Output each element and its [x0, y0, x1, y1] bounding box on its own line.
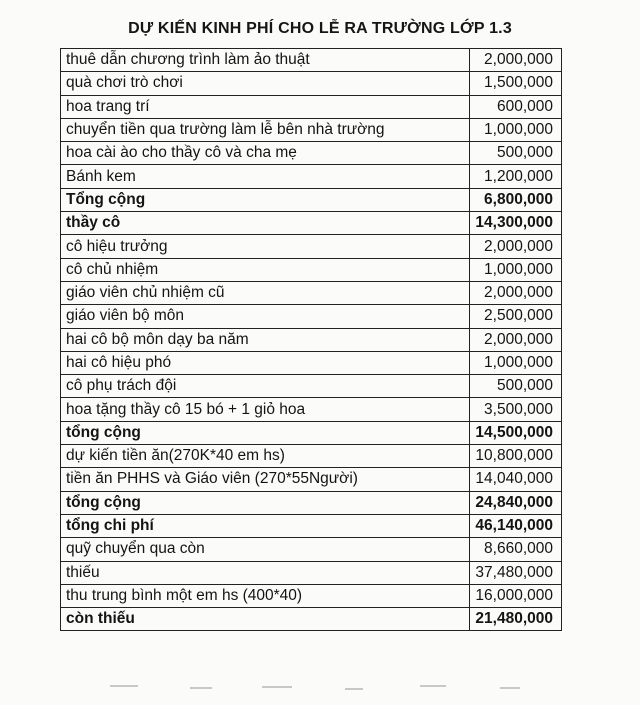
row-label: thu trung bình một em hs (400*40) — [61, 584, 470, 607]
row-amount: 10,800,000 — [470, 445, 562, 468]
row-label: hoa trang trí — [61, 95, 470, 118]
row-amount: 16,000,000 — [470, 584, 562, 607]
row-label: hoa cài ào cho thầy cô và cha mẹ — [61, 142, 470, 165]
scan-noise-marks — [0, 675, 640, 705]
table-total-row — [61, 421, 562, 444]
table-total-row — [61, 608, 562, 631]
row-amount: 500,000 — [470, 375, 562, 398]
table-row — [61, 375, 562, 398]
row-amount: 1,000,000 — [470, 351, 562, 374]
table-row — [61, 305, 562, 328]
table-row — [61, 445, 562, 468]
row-amount: 46,140,000 — [470, 514, 562, 537]
table-total-row — [61, 491, 562, 514]
table-row — [61, 165, 562, 188]
table-row — [61, 49, 562, 72]
table-total-row — [61, 212, 562, 235]
row-label: tiền ăn PHHS và Giáo viên (270*55Người) — [61, 468, 470, 491]
row-amount: 24,840,000 — [470, 491, 562, 514]
row-label: hoa tặng thầy cô 15 bó + 1 giỏ hoa — [61, 398, 470, 421]
row-label: còn thiếu — [61, 608, 470, 631]
row-amount: 1,200,000 — [470, 165, 562, 188]
row-label: quỹ chuyển qua còn — [61, 538, 470, 561]
row-label: cô hiệu trưởng — [61, 235, 470, 258]
row-label: tổng cộng — [61, 491, 470, 514]
row-label: thầy cô — [61, 212, 470, 235]
row-label: quà chơi trò chơi — [61, 72, 470, 95]
row-label: thiếu — [61, 561, 470, 584]
row-amount: 37,480,000 — [470, 561, 562, 584]
table-row — [61, 398, 562, 421]
row-amount: 2,000,000 — [470, 328, 562, 351]
row-label: tổng chi phí — [61, 514, 470, 537]
row-amount: 1,000,000 — [470, 118, 562, 141]
row-label: tổng cộng — [61, 421, 470, 444]
row-amount: 2,000,000 — [470, 281, 562, 304]
table-row — [61, 281, 562, 304]
table-row — [61, 118, 562, 141]
row-amount: 1,000,000 — [470, 258, 562, 281]
table-row — [61, 561, 562, 584]
row-label: thuê dẫn chương trình làm ảo thuật — [61, 49, 470, 72]
row-amount: 14,300,000 — [470, 212, 562, 235]
table-row — [61, 538, 562, 561]
table-row — [61, 258, 562, 281]
row-amount: 1,500,000 — [470, 72, 562, 95]
table-row — [61, 584, 562, 607]
table-row — [61, 142, 562, 165]
budget-table — [60, 48, 562, 631]
row-label: chuyển tiền qua trường làm lễ bên nhà trường — [61, 118, 470, 141]
table-total-row — [61, 514, 562, 537]
row-label: Tổng cộng — [61, 188, 470, 211]
row-label: hai cô hiệu phó — [61, 351, 470, 374]
row-label: giáo viên bộ môn — [61, 305, 470, 328]
row-amount: 2,500,000 — [470, 305, 562, 328]
row-amount: 14,040,000 — [470, 468, 562, 491]
row-amount: 2,000,000 — [470, 49, 562, 72]
row-amount: 14,500,000 — [470, 421, 562, 444]
table-total-row — [61, 188, 562, 211]
row-amount: 21,480,000 — [470, 608, 562, 631]
row-amount: 2,000,000 — [470, 235, 562, 258]
row-label: giáo viên chủ nhiệm cũ — [61, 281, 470, 304]
row-label: cô phụ trách đội — [61, 375, 470, 398]
table-row — [61, 235, 562, 258]
row-label: dự kiến tiền ăn(270K*40 em hs) — [61, 445, 470, 468]
document-title: DỰ KIẾN KINH PHÍ CHO LỄ RA TRƯỜNG LỚP 1.3 — [128, 20, 512, 37]
row-amount: 8,660,000 — [470, 538, 562, 561]
row-label: Bánh kem — [61, 165, 470, 188]
table-row — [61, 95, 562, 118]
budget-table-body — [61, 49, 562, 631]
row-label: cô chủ nhiệm — [61, 258, 470, 281]
row-amount: 3,500,000 — [470, 398, 562, 421]
table-row — [61, 351, 562, 374]
row-amount: 500,000 — [470, 142, 562, 165]
row-amount: 6,800,000 — [470, 188, 562, 211]
table-row — [61, 72, 562, 95]
table-row — [61, 468, 562, 491]
row-amount: 600,000 — [470, 95, 562, 118]
table-row — [61, 328, 562, 351]
row-label: hai cô bộ môn dạy ba năm — [61, 328, 470, 351]
